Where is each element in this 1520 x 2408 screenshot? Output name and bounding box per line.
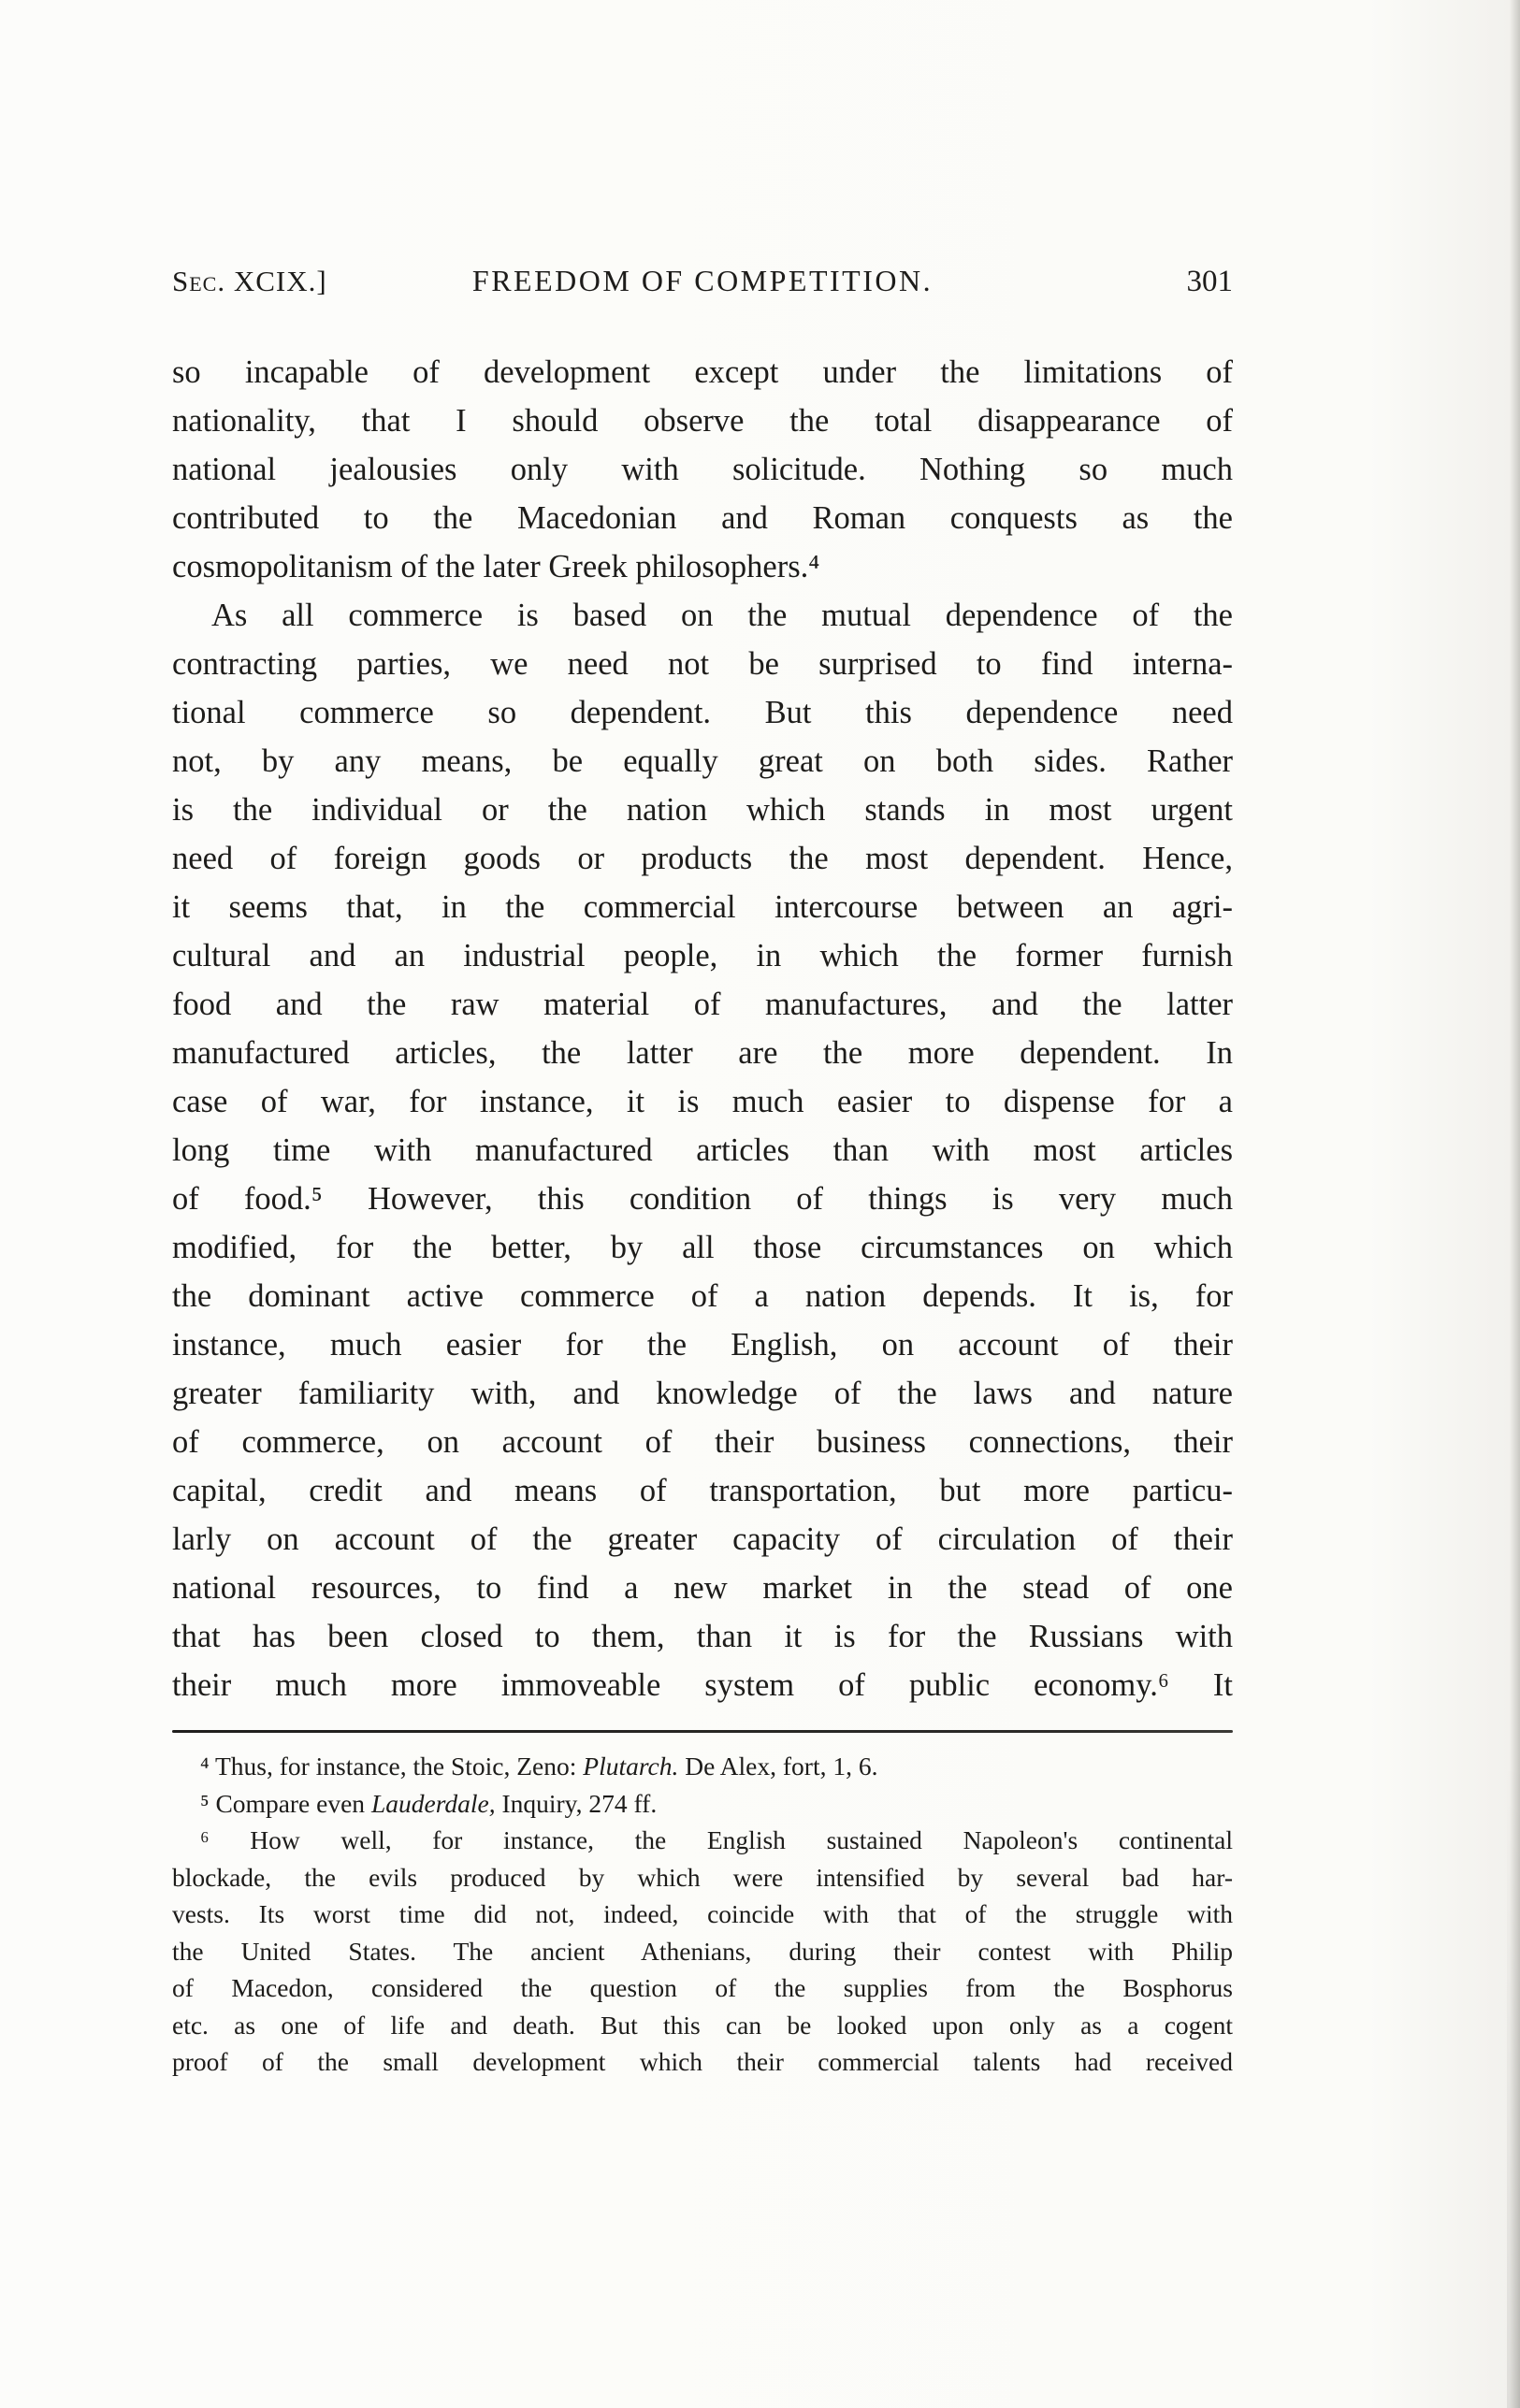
footnote-text: blockade, the evils produced by which were intensified by several bad har- bbox=[172, 1862, 1233, 1892]
footnote-line bbox=[172, 1933, 1233, 1970]
text-line: manufactured articles, the latter are the more dependent. In bbox=[172, 1035, 1233, 1071]
page-title: FREEDOM OF COMPETITION. bbox=[471, 264, 934, 297]
text-line: that has been closed to them, than it is for the Russians with bbox=[172, 1619, 1233, 1654]
section-label: Sec. XCIX.] bbox=[172, 265, 327, 297]
footnote-line bbox=[172, 1969, 1233, 2007]
footnote bbox=[172, 1748, 1233, 1785]
text-line: it seems that, in the commercial intercourse between an agri- bbox=[172, 889, 1233, 925]
footnote-line bbox=[172, 1822, 1233, 1859]
text-line: capital, credit and means of transportation, but more particu- bbox=[172, 1473, 1233, 1508]
page-number: 301 bbox=[1186, 265, 1233, 298]
footnote-line bbox=[172, 1859, 1233, 1896]
text-line: national resources, to find a new market in the stead of one bbox=[172, 1570, 1233, 1606]
text-line: need of foreign goods or products the most dependent. Hence, bbox=[172, 841, 1233, 876]
footnote-text: of Macedon, considered the question of the supplies from the Bosphorus bbox=[172, 1973, 1233, 2002]
footnote-text: ⁵ Compare even bbox=[200, 1788, 371, 1818]
text-line: tional commerce so dependent. But this dependence need bbox=[172, 695, 1233, 730]
text-line: of commerce, on account of their business connections, their bbox=[172, 1424, 1233, 1460]
footnote-line bbox=[172, 1748, 1233, 1785]
text-line: their much more immoveable system of public economy.⁶ It bbox=[172, 1667, 1233, 1703]
text-line: modified, for the better, by all those circumstances on which bbox=[172, 1230, 1233, 1265]
italic-text: Plutarch. bbox=[583, 1752, 679, 1781]
footnote-text: etc. as one of life and death. But this can be looked upon only as a cogent bbox=[172, 2010, 1233, 2040]
paragraph bbox=[172, 591, 1233, 1709]
footnote bbox=[172, 1785, 1233, 1823]
running-header bbox=[172, 264, 1233, 299]
text-column bbox=[172, 264, 1233, 2081]
italic-text: Lauderdale, bbox=[370, 1788, 496, 1818]
footnote-text: the United States. The ancient Athenians, during their contest with Philip bbox=[172, 1936, 1233, 1966]
footnote-text: Inquiry, 274 ff. bbox=[495, 1788, 658, 1818]
footnote-line bbox=[172, 1785, 1233, 1823]
text-line: nationality, that I should observe the total disappearance of bbox=[172, 403, 1233, 439]
text-line: national jealousies only with solicitude. Nothing so much bbox=[172, 452, 1233, 487]
footnote-text: ⁶ How well, for instance, the English sustained Napoleon's continental bbox=[200, 1825, 1233, 1854]
footnote bbox=[172, 1822, 1233, 2081]
text-line: contracting parties, we need not be surprised to find interna- bbox=[172, 646, 1233, 682]
text-line: case of war, for instance, it is much easier to dispense for a bbox=[172, 1084, 1233, 1119]
text-line: instance, much easier for the English, on account of their bbox=[172, 1327, 1233, 1363]
footnote-divider bbox=[172, 1730, 1233, 1733]
footnote-line bbox=[172, 2043, 1233, 2081]
footnote-text: De Alex, fort, 1, 6. bbox=[678, 1752, 878, 1781]
text-line: so incapable of development except under the limitations of bbox=[172, 354, 1233, 390]
text-line: the dominant active commerce of a nation depends. It is, for bbox=[172, 1278, 1233, 1314]
text-line: not, by any means, be equally great on both sides. Rather bbox=[172, 743, 1233, 779]
footnote-text: vests. Its worst time did not, indeed, coincide with that of the struggle with bbox=[172, 1899, 1233, 1928]
footnotes bbox=[172, 1748, 1233, 2081]
footnote-line bbox=[172, 2007, 1233, 2044]
text-line: greater familiarity with, and knowledge of the laws and nature bbox=[172, 1376, 1233, 1411]
text-line: As all commerce is based on the mutual dependence of the bbox=[211, 598, 1233, 633]
text-line: cultural and an industrial people, in which the former furnish bbox=[172, 938, 1233, 973]
text-line: long time with manufactured articles than with most articles bbox=[172, 1132, 1233, 1168]
footnote-text: proof of the small development which their commercial talents had received bbox=[172, 2047, 1233, 2076]
body-text bbox=[172, 348, 1233, 1709]
footnote-text: ⁴ Thus, for instance, the Stoic, Zeno: bbox=[200, 1752, 584, 1781]
paragraph bbox=[172, 348, 1233, 591]
text-line: is the individual or the nation which stands in most urgent bbox=[172, 792, 1233, 828]
text-line: contributed to the Macedonian and Roman conquests as the bbox=[172, 500, 1233, 536]
footnote-line bbox=[172, 1896, 1233, 1933]
text-line: food and the raw material of manufactures, and the latter bbox=[172, 987, 1233, 1022]
text-line: of food.⁵ However, this condition of things is very much bbox=[172, 1181, 1233, 1217]
text-line: cosmopolitanism of the later Greek philosophers.⁴ bbox=[172, 549, 820, 584]
text-line: larly on account of the greater capacity of circulation of their bbox=[172, 1521, 1233, 1557]
